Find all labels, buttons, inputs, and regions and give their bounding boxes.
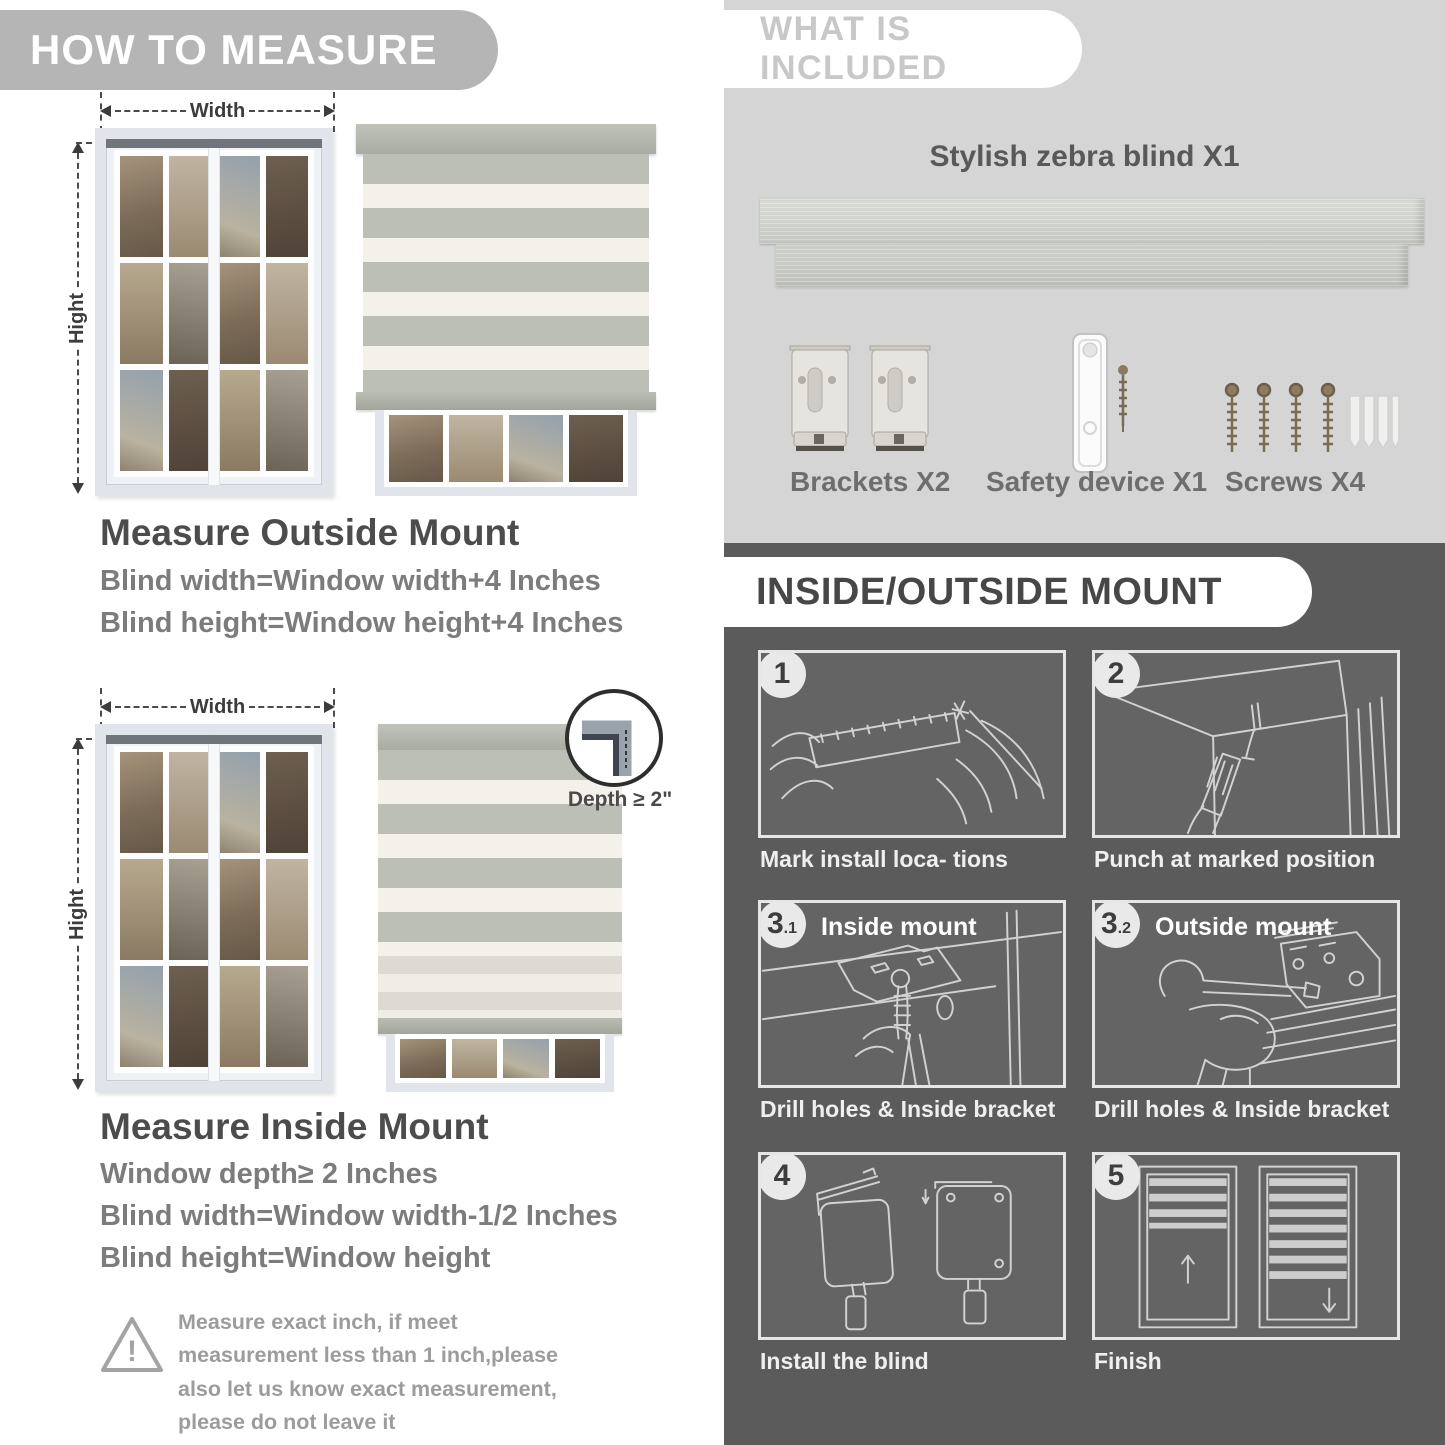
- step-panel-4: [758, 1152, 1066, 1340]
- step-illustration-drill: [1095, 653, 1397, 835]
- outside-rule-height: Blind height=Window height+4 Inches: [100, 607, 624, 639]
- inside-rule-width: Blind width=Window width-1/2 Inches: [100, 1200, 618, 1232]
- step-illustration-measure-mark: [761, 653, 1063, 835]
- blind-sheer: [378, 956, 622, 1018]
- dimension-tick: [333, 92, 335, 132]
- depth-magnifier-icon: [564, 688, 664, 788]
- step-panel-1: [758, 650, 1066, 838]
- window-photo-inside: [95, 724, 333, 1092]
- step-panel-3-1: [758, 900, 1066, 1088]
- what-is-included-section: [724, 0, 1445, 543]
- depth-label: Depth ≥ 2": [567, 788, 673, 811]
- step-number-badge: 5: [1092, 1152, 1140, 1200]
- how-to-measure-title: HOW TO MEASURE: [30, 26, 438, 73]
- step-number-badge: 2: [1092, 650, 1140, 698]
- outside-rule-width: Blind width=Window width+4 Inches: [100, 565, 601, 597]
- screws-label: Screws X4: [1225, 466, 1366, 497]
- what-is-included-header-bar: [724, 10, 1082, 88]
- safety-device-label: Safety device X1: [986, 466, 1208, 497]
- step-caption-5: Finish: [1094, 1348, 1162, 1374]
- measure-inside-heading: Measure Inside Mount: [100, 1106, 489, 1147]
- how-to-measure-header-bar: [0, 10, 498, 90]
- step-number-badge: 1: [758, 650, 806, 698]
- window-below-blind: [386, 1034, 614, 1092]
- brackets-icon: [786, 342, 936, 460]
- inside-rule-height: Blind height=Window height: [100, 1242, 491, 1274]
- inside-rule-depth: Window depth≥ 2 Inches: [100, 1158, 438, 1190]
- screws-icon: [1222, 382, 1400, 466]
- measure-outside-heading: Measure Outside Mount: [100, 512, 520, 553]
- step-caption-3-2: Drill holes & Inside bracket: [1094, 1096, 1390, 1122]
- height-dimension-arrow: [66, 738, 90, 1090]
- blind-bottom-rail: [356, 392, 656, 410]
- width-dimension-arrow: [100, 696, 335, 718]
- step-number-badge: 3 .2: [1092, 900, 1140, 948]
- step-caption-3-1: Drill holes & Inside bracket: [760, 1096, 1056, 1122]
- zebra-blind-figure-outside: [363, 124, 649, 496]
- svg-text:!: !: [127, 1335, 137, 1368]
- mount-header-bar: [724, 557, 1312, 627]
- arrowhead-down-icon: [72, 1079, 84, 1090]
- step-caption-4: Install the blind: [760, 1348, 929, 1374]
- step-illustration-finish: [1095, 1155, 1397, 1337]
- step-panel-2: [1092, 650, 1400, 838]
- width-label: Width: [189, 99, 246, 122]
- what-is-included-title: WHAT IS INCLUDED: [760, 10, 948, 87]
- step-number-badge: 4: [758, 1152, 806, 1200]
- inside-outside-mount-section: [724, 543, 1445, 1445]
- safety-device-icon: [1055, 330, 1139, 480]
- blind-bottom-rail: [378, 1018, 622, 1034]
- blind-cassette: [356, 124, 656, 154]
- step-caption-2: Punch at marked position: [1094, 846, 1376, 872]
- step-illustration-install-blind: [761, 1155, 1063, 1337]
- arrowhead-down-icon: [72, 483, 84, 494]
- warning-text: Measure exact inch, if meet measurement less than 1 inch,please also let us know exact measurement, please do not leave it: [178, 1310, 558, 1434]
- window-below-blind: [375, 410, 637, 496]
- blind-headrail-bottom: [776, 244, 1408, 286]
- step-panel-5: [1092, 1152, 1400, 1340]
- window-track: [106, 139, 322, 148]
- brackets-label: Brackets X2: [790, 466, 951, 497]
- height-label: Hight: [61, 290, 96, 345]
- step-title: Inside mount: [821, 913, 977, 941]
- width-label: Width: [189, 695, 246, 718]
- step-title: Outside mount: [1155, 913, 1332, 941]
- height-dimension-arrow: [66, 142, 90, 494]
- dimension-tick: [100, 92, 102, 132]
- height-label: Hight: [61, 886, 96, 941]
- window-photo-outside: [95, 128, 333, 496]
- warning-triangle-icon: [98, 1314, 166, 1376]
- blind-headrail-top: [760, 198, 1424, 244]
- blind-stripes: [363, 154, 649, 392]
- width-dimension-arrow: [100, 100, 335, 122]
- product-label: Stylish zebra blind X1: [929, 140, 1240, 173]
- window-mullion: [209, 139, 219, 485]
- step-caption-1: Mark install loca- tions: [760, 846, 1008, 872]
- step-panel-3-2: [1092, 900, 1400, 1088]
- mount-title: INSIDE/OUTSIDE MOUNT: [756, 570, 1223, 613]
- step-number-badge: 3 .1: [758, 900, 806, 948]
